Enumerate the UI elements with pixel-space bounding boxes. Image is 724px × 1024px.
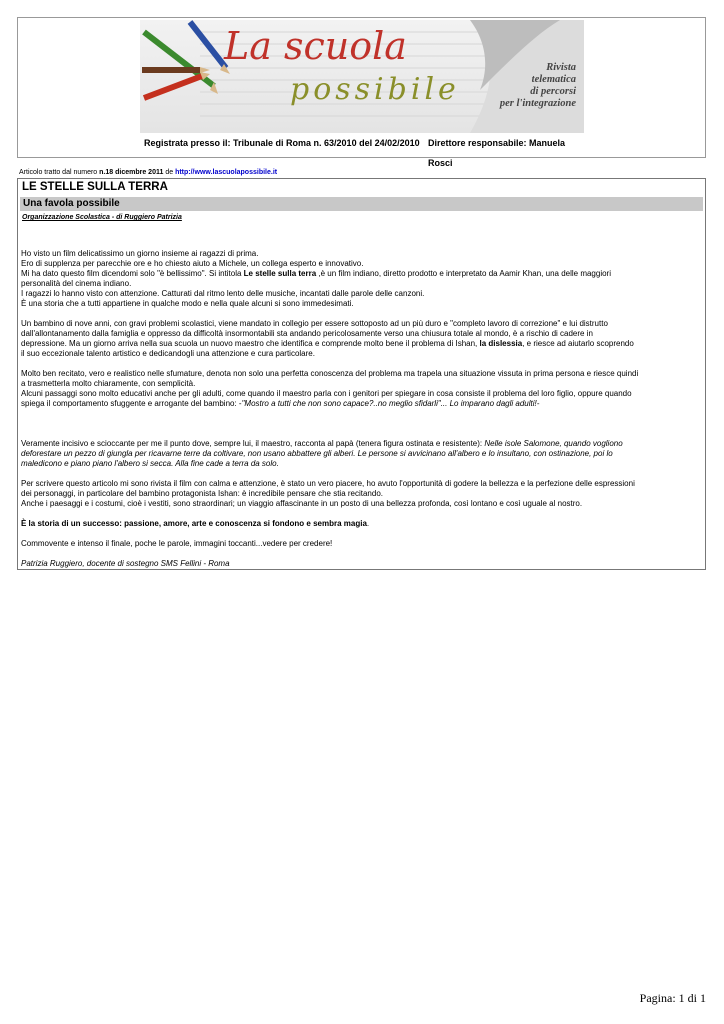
- author-signature: Patrizia Ruggiero, docente di sostegno SMS Fellini - Roma: [21, 559, 230, 568]
- header-frame: [17, 17, 706, 168]
- article-subtitle: Una favola possibile: [23, 198, 120, 209]
- article-title: LE STELLE SULLA TERRA: [22, 181, 168, 193]
- issue-number: n.18 dicembre 2011: [99, 169, 164, 176]
- paragraph: Ho visto un film delicatissimo un giorno insieme ai ragazzi di prima. Ero di supplenza per parecchie ore e ho chiesto aiuto a Michele, un collega esperto e innovativo. Mi ha dato questo film dicendomi solo "è bellissimo". Si intitola Le stelle sulla terra ,è un film indiano, diretto prodotto e interpretato da Aamir Khan, una delle maggiori personalità del cinema indiano. I ragazzi lo hanno visto con attenzione. Catturati dal ritmo lento delle musiche, incantati dalle parole delle canzoni. È una storia che a tutti appartiene in qualche modo e nella quale alcuni si sono immedesimati.: [21, 249, 611, 308]
- logo-title: La scuola: [224, 24, 407, 68]
- director-text: Direttore responsabile: Manuela Rosci: [428, 138, 566, 168]
- page-number: Pagina: 1 di 1: [639, 991, 706, 1005]
- paragraph: Un bambino di nove anni, con gravi problemi scolastici, viene mandato in collegio per essere sottoposto ad un più duro e "completo lavoro di correzione" e lui distrutto dall'allontanamento dalla famiglia e oppresso da difficoltà insormontabili sta andando pericolosamente verso una chiusura totale al mondo, è a rischio di cadere in depressione. Ma un giorno arriva nella sua scuola un nuovo maestro che identifica e comprende molto bene il problema di Ishan, la dislessia, e riesce ad aiutarlo scoprendo il suo eccezionale talento artistico e dedicandogli una attenzione e cura particolare.: [21, 319, 634, 358]
- paragraph: È la storia di un successo: passione, amore, arte e conoscenza si fondono e sembra magia.: [21, 519, 370, 528]
- article-body: [21, 249, 703, 569]
- article-category: Organizzazione Scolastica - di Ruggiero Patrizia: [22, 214, 182, 221]
- registration-text: Registrata presso il: Tribunale di Roma n. 63/2010 del 24/02/2010: [144, 138, 420, 148]
- logo-subtitle: possibile: [290, 72, 460, 107]
- source-line: Articolo tratto dal numero n.18 dicembre 2011 de http://www.lascuolapossibile.it: [19, 169, 278, 176]
- subtitle-bar: [20, 197, 703, 211]
- paragraph: Per scrivere questo articolo mi sono rivista il film con calma e attenzione, è stato un vero piacere, ho avuto l'opportunità di godere la bellezza e la perfezione delle espressioni dei personaggi, in particolare del bambino protagonista Ishan: è incredibile pensare che stia recitando. Anche i paesaggi e i costumi, cioè i vestiti, sono straordinari; un viaggio affascinante in un posto di una bellezza profonda, così lontano e così uguale al nostro.: [21, 479, 635, 508]
- masthead-banner: [140, 20, 584, 168]
- article-box: [17, 178, 706, 570]
- paragraph: Veramente incisivo e scioccante per me il punto dove, sempre lui, il maestro, racconta al papà (tenera figura ostinata e resistente): Nelle isole Salomone, quando vogliono deforestare un pezzo di giungla per ricavarne terre da coltivare, non usano abbattere gli alberi. Le persone si avvicinano all'albero e lo insultano, con ostinazione, poi lo maledicono e piano piano l'albero si secca. Alla fine cade a terra da solo.: [21, 439, 623, 468]
- site-link[interactable]: http://www.lascuolapossibile.it: [175, 169, 278, 176]
- registration-bar: [140, 133, 584, 168]
- paragraph: Commovente e intenso il finale, poche le parole, immagini toccanti...vedere per credere!: [21, 539, 333, 548]
- paragraph: Molto ben recitato, vero e realistico nelle sfumature, denota non solo una perfetta conoscenza del problema ma trapela una situazione vissuta in prima persona e riesce quindi a trasmetterla molto chiaramente, con semplicità. Alcuni passaggi sono molto educativi anche per gli adulti, come quando il maestro parla con i genitori per spiegare in cosa consiste il problema del loro figlio, oppure quando spiega il comportamento sfuggente e arrogante del bambino: -"Mostro a tutti che non sono capace?..no meglio sfidarli"... Lo imparano dagli adulti!-: [21, 369, 639, 408]
- magazine-tagline: Rivista telematica di percorsi per l'integrazione: [499, 62, 576, 109]
